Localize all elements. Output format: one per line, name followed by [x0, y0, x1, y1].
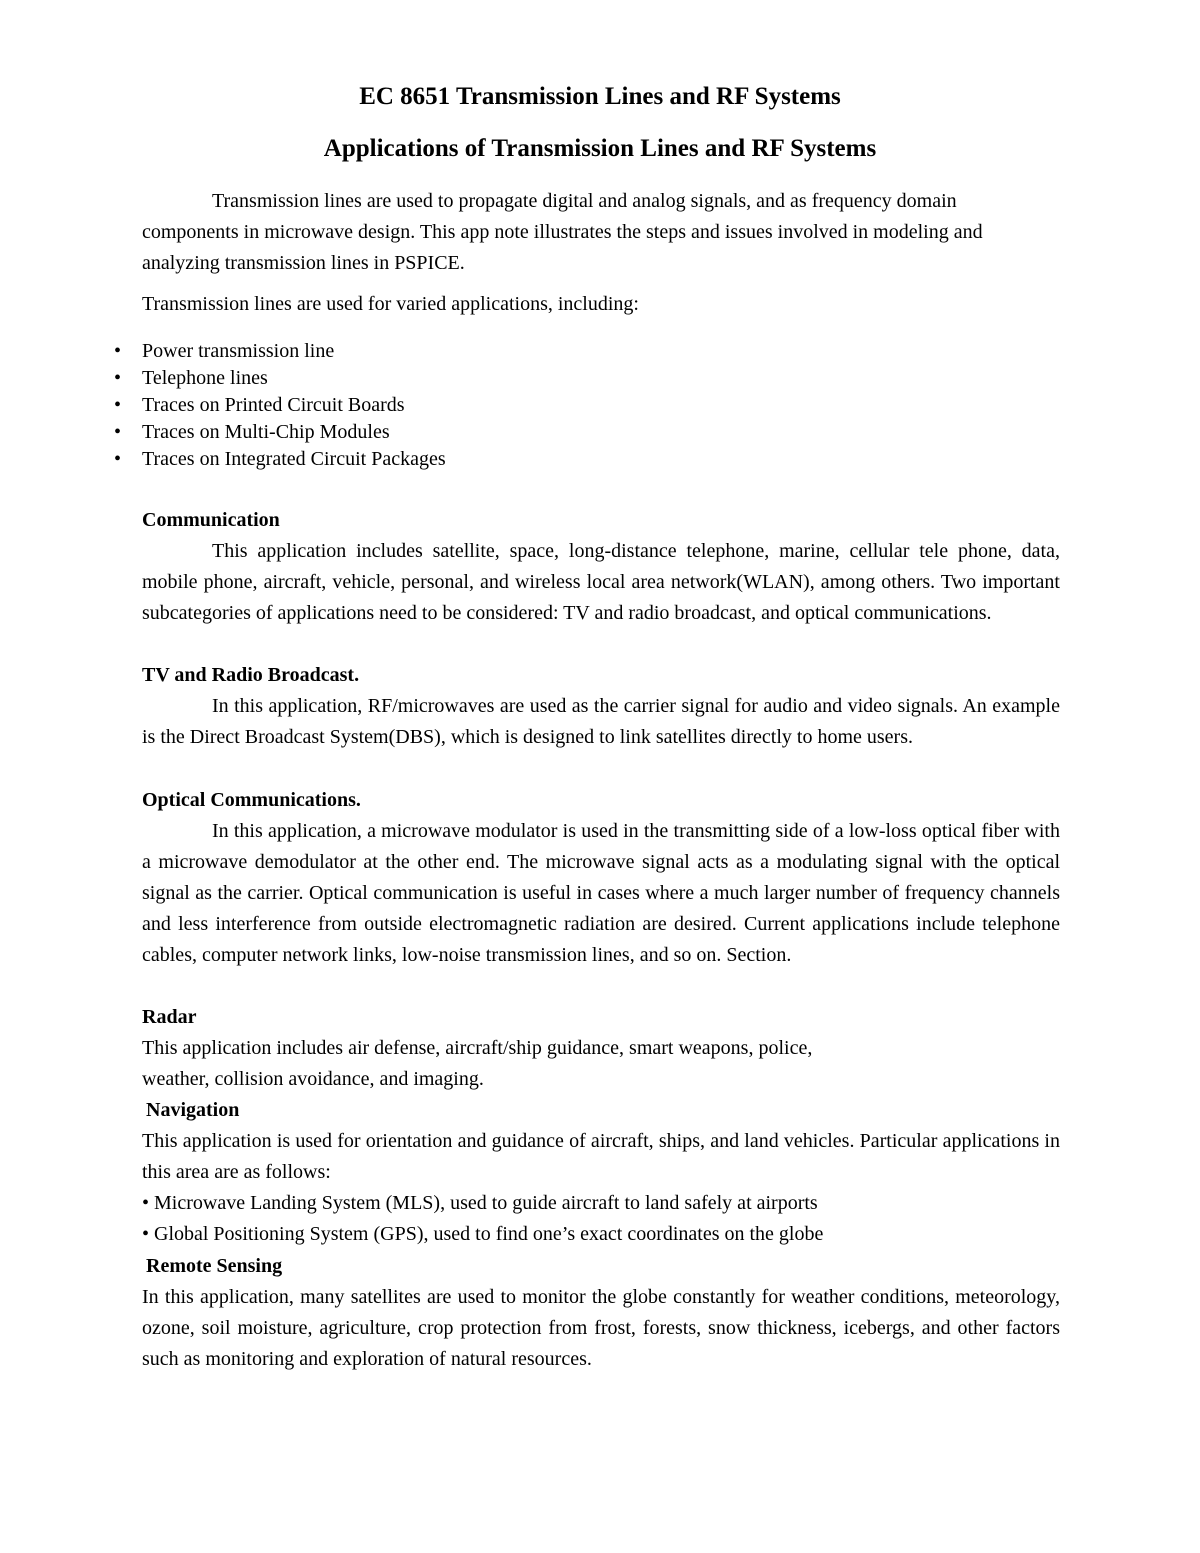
- list-item: [0, 446, 1200, 473]
- navigation-item-gps: • Global Positioning System (GPS), used to find one’s exact coordinates on the globe: [142, 1223, 824, 1245]
- remote-sensing-heading: Remote Sensing: [146, 1255, 283, 1277]
- navigation-item-mls: • Microwave Landing System (MLS), used to guide aircraft to land safely at airports: [142, 1192, 818, 1214]
- list-item: [0, 338, 1200, 365]
- list-item-label: Traces on Printed Circuit Boards: [142, 394, 405, 416]
- tv-radio-heading: TV and Radio Broadcast.: [142, 664, 360, 686]
- bullet-icon: •: [114, 340, 122, 362]
- communication-paragraph: This application includes satellite, space, long-distance telephone, marine, cellular tele phone, data, mobile phone, aircraft, vehicle, personal, and wireless local area network(WLAN), among others. Two important subcategories of applications need to be considered: TV and radio broadcast, and optical communications.: [142, 540, 1060, 624]
- navigation-heading: Navigation: [146, 1099, 240, 1121]
- document-subtitle: Applications of Transmission Lines and RF Systems: [323, 135, 877, 162]
- optical-paragraph: In this application, a microwave modulator is used in the transmitting side of a low-loss optical fiber with a microwave demodulator at the other end. The microwave signal acts as a modulating signal with the optical signal as the carrier. Optical communication is useful in cases where a much larger number of frequency channels and less interference from outside electromagnetic radiation are desired. Current applications include telephone cables, computer network links, low-noise transmission lines, and so on. Section.: [142, 820, 1060, 966]
- list-item: [0, 392, 1200, 419]
- applications-list: [0, 338, 1200, 473]
- bullet-icon: •: [114, 421, 122, 443]
- list-item-label: Traces on Multi-Chip Modules: [142, 421, 390, 443]
- tv-radio-paragraph: In this application, RF/microwaves are used as the carrier signal for audio and video signals. An example is the Direct Broadcast System(DBS), which is designed to link satellites directly to home users.: [142, 695, 1060, 748]
- radar-line-1: This application includes air defense, aircraft/ship guidance, smart weapons, police,: [142, 1037, 813, 1059]
- bullet-icon: •: [114, 394, 122, 416]
- list-item: [0, 419, 1200, 446]
- remote-sensing-paragraph: In this application, many satellites are used to monitor the globe constantly for weather conditions, meteorology, ozone, soil moisture, agriculture, crop protection from frost, forests, snow thickness, icebergs, and other factors such as monitoring and exploration of natural resources.: [142, 1286, 1060, 1370]
- communication-heading: Communication: [142, 509, 280, 531]
- list-intro: Transmission lines are used for varied applications, including:: [142, 293, 639, 315]
- list-item: [0, 365, 1200, 392]
- radar-heading: Radar: [142, 1006, 197, 1028]
- list-item-label: Power transmission line: [142, 340, 335, 362]
- bullet-icon: •: [114, 448, 122, 470]
- optical-heading: Optical Communications.: [142, 789, 361, 811]
- navigation-paragraph: This application is used for orientation and guidance of aircraft, ships, and land vehicles. Particular applications in this area are as follows:: [142, 1130, 1060, 1183]
- intro-paragraph: Transmission lines are used to propagate digital and analog signals, and as frequency domain components in microwave design. This app note illustrates the steps and issues involved in modeling and analyzing transmission lines in PSPICE.: [142, 190, 983, 274]
- list-item-label: Traces on Integrated Circuit Packages: [142, 448, 446, 470]
- bullet-icon: •: [114, 367, 122, 389]
- document-title: EC 8651 Transmission Lines and RF Systems: [359, 83, 841, 110]
- list-item-label: Telephone lines: [142, 367, 268, 389]
- radar-line-2: weather, collision avoidance, and imaging.: [142, 1068, 484, 1090]
